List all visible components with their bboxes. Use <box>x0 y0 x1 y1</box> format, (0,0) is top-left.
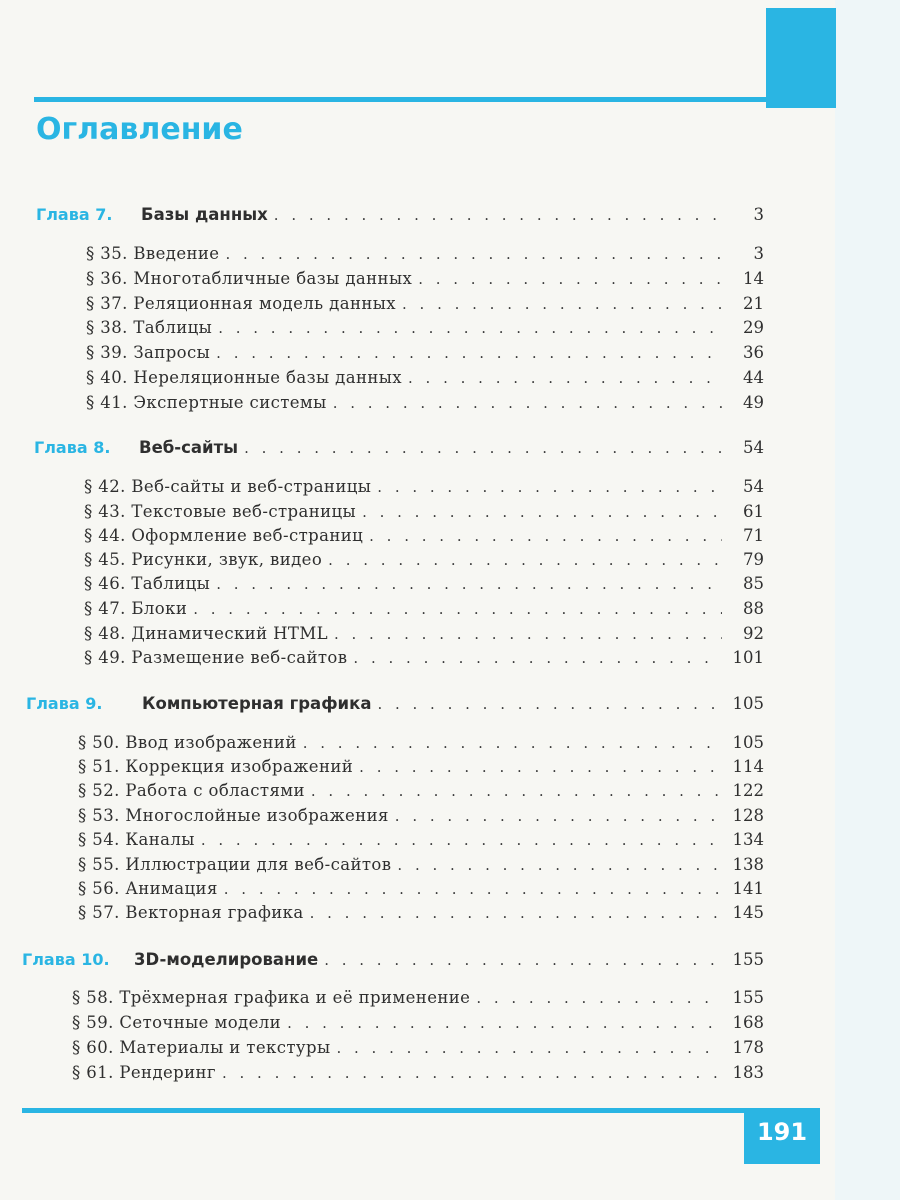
chapter-row <box>36 205 764 224</box>
section-row <box>78 781 764 800</box>
section-title: § 48. Динамический HTML <box>84 624 328 643</box>
section-title: § 39. Запросы <box>86 343 211 362</box>
section-page: 138 <box>732 855 764 874</box>
section-row <box>84 574 764 593</box>
section-page: 36 <box>743 343 764 362</box>
section-row <box>78 733 764 752</box>
right-margin-strip <box>835 0 900 1200</box>
section-title: § 49. Размещение веб-сайтов <box>84 648 348 667</box>
section-page: 114 <box>732 757 764 776</box>
chapter-page: 3 <box>753 205 764 224</box>
section-page: 61 <box>743 502 764 521</box>
section-page: 105 <box>732 733 764 752</box>
section-page: 101 <box>732 648 764 667</box>
section-page: 141 <box>732 879 764 898</box>
section-row <box>72 1063 764 1082</box>
section-row <box>84 502 764 521</box>
section-page: 79 <box>743 550 764 569</box>
section-page: 49 <box>743 393 764 412</box>
bottom-rule <box>22 1108 820 1113</box>
section-page: 155 <box>732 988 764 1007</box>
section-row <box>86 343 764 362</box>
dot-leader <box>287 1014 722 1032</box>
section-page: 122 <box>732 781 764 800</box>
section-title: § 61. Рендеринг <box>72 1063 216 1082</box>
section-page: 168 <box>732 1013 764 1032</box>
section-page: 54 <box>743 477 764 496</box>
chapter-label: Глава 8. <box>34 438 111 457</box>
section-page: 3 <box>753 244 764 263</box>
chapter-title: Компьютерная графика <box>142 694 372 713</box>
section-title: § 42. Веб-сайты и веб-страницы <box>84 477 372 496</box>
dot-leader <box>476 989 722 1007</box>
dot-leader <box>310 904 722 922</box>
section-page: 145 <box>732 903 764 922</box>
section-page: 44 <box>743 368 764 387</box>
section-page: 134 <box>732 830 764 849</box>
dot-leader <box>324 951 722 969</box>
section-page: 128 <box>732 806 764 825</box>
section-title: § 35. Введение <box>86 244 220 263</box>
section-page: 14 <box>743 269 764 288</box>
section-page: 178 <box>732 1038 764 1057</box>
section-title: § 55. Иллюстрации для веб-сайтов <box>78 855 392 874</box>
dot-leader <box>224 880 722 898</box>
dot-leader <box>408 369 722 387</box>
section-row <box>86 269 764 288</box>
dot-leader <box>334 625 722 643</box>
chapter-row <box>26 694 764 713</box>
dot-leader <box>333 394 722 412</box>
dot-leader <box>359 758 722 776</box>
section-row <box>84 550 764 569</box>
section-title: § 52. Работа с областями <box>78 781 305 800</box>
section-title: § 50. Ввод изображений <box>78 733 297 752</box>
section-page: 71 <box>743 526 764 545</box>
dot-leader <box>336 1039 722 1057</box>
dot-leader <box>402 295 722 313</box>
section-row <box>78 806 764 825</box>
section-row <box>72 1038 764 1057</box>
section-page: 21 <box>743 294 764 313</box>
section-row <box>72 1013 764 1032</box>
section-row <box>78 855 764 874</box>
dot-leader <box>311 782 722 800</box>
dot-leader <box>377 695 722 713</box>
section-row <box>84 477 764 496</box>
section-title: § 57. Векторная графика <box>78 903 304 922</box>
section-page: 92 <box>743 624 764 643</box>
dot-leader <box>201 831 722 849</box>
chapter-row <box>22 950 764 969</box>
section-title: § 54. Каналы <box>78 830 195 849</box>
section-title: § 38. Таблицы <box>86 318 213 337</box>
dot-leader <box>216 344 722 362</box>
section-title: § 47. Блоки <box>84 599 188 618</box>
chapter-label: Глава 7. <box>36 205 113 224</box>
section-row <box>86 393 764 412</box>
section-title: § 46. Таблицы <box>84 574 211 593</box>
section-row <box>84 526 764 545</box>
chapter-title: Базы данных <box>141 205 268 224</box>
page-number: 191 <box>756 1118 808 1146</box>
dot-leader <box>397 856 722 874</box>
section-row <box>78 757 764 776</box>
section-page: 85 <box>743 574 764 593</box>
section-row <box>84 624 764 643</box>
section-row <box>78 830 764 849</box>
top-corner-tab <box>766 8 836 108</box>
chapter-title: 3D-моделирование <box>134 950 319 969</box>
chapter-page: 54 <box>743 438 764 457</box>
section-row <box>86 318 764 337</box>
section-row <box>78 903 764 922</box>
section-title: § 44. Оформление веб-страниц <box>84 526 364 545</box>
chapter-label: Глава 9. <box>26 694 103 713</box>
chapter-row <box>34 438 764 457</box>
section-row <box>78 879 764 898</box>
section-page: 183 <box>732 1063 764 1082</box>
dot-leader <box>353 649 722 667</box>
section-row <box>84 648 764 667</box>
dot-leader <box>362 503 722 521</box>
dot-leader <box>225 245 722 263</box>
section-title: § 43. Текстовые веб-страницы <box>84 502 357 521</box>
dot-leader <box>218 319 722 337</box>
chapter-page: 155 <box>732 950 764 969</box>
section-row <box>72 988 764 1007</box>
section-title: § 59. Сеточные модели <box>72 1013 282 1032</box>
dot-leader <box>303 734 722 752</box>
section-title: § 53. Многослойные изображения <box>78 806 389 825</box>
section-row <box>84 599 764 618</box>
dot-leader <box>222 1064 722 1082</box>
chapter-title: Веб-сайты <box>139 438 239 457</box>
dot-leader <box>377 478 722 496</box>
dot-leader <box>244 439 722 457</box>
top-rule <box>34 97 766 102</box>
chapter-label: Глава 10. <box>22 950 110 969</box>
page-title: Оглавление <box>36 112 243 147</box>
section-title: § 40. Нереляционные базы данных <box>86 368 403 387</box>
section-row <box>86 244 764 263</box>
section-title: § 60. Материалы и текстуры <box>72 1038 331 1057</box>
dot-leader <box>216 575 722 593</box>
section-title: § 58. Трёхмерная графика и её применение <box>72 988 471 1007</box>
dot-leader <box>193 600 722 618</box>
section-page: 88 <box>743 599 764 618</box>
dot-leader <box>395 807 722 825</box>
section-title: § 37. Реляционная модель данных <box>86 294 396 313</box>
section-page: 29 <box>743 318 764 337</box>
dot-leader <box>274 206 722 224</box>
section-title: § 56. Анимация <box>78 879 218 898</box>
dot-leader <box>418 270 722 288</box>
section-title: § 45. Рисунки, звук, видео <box>84 550 323 569</box>
section-title: § 51. Коррекция изображений <box>78 757 354 776</box>
section-title: § 36. Многотабличные базы данных <box>86 269 413 288</box>
section-title: § 41. Экспертные системы <box>86 393 327 412</box>
section-row <box>86 368 764 387</box>
dot-leader <box>328 551 722 569</box>
section-row <box>86 294 764 313</box>
dot-leader <box>369 527 722 545</box>
chapter-page: 105 <box>732 694 764 713</box>
